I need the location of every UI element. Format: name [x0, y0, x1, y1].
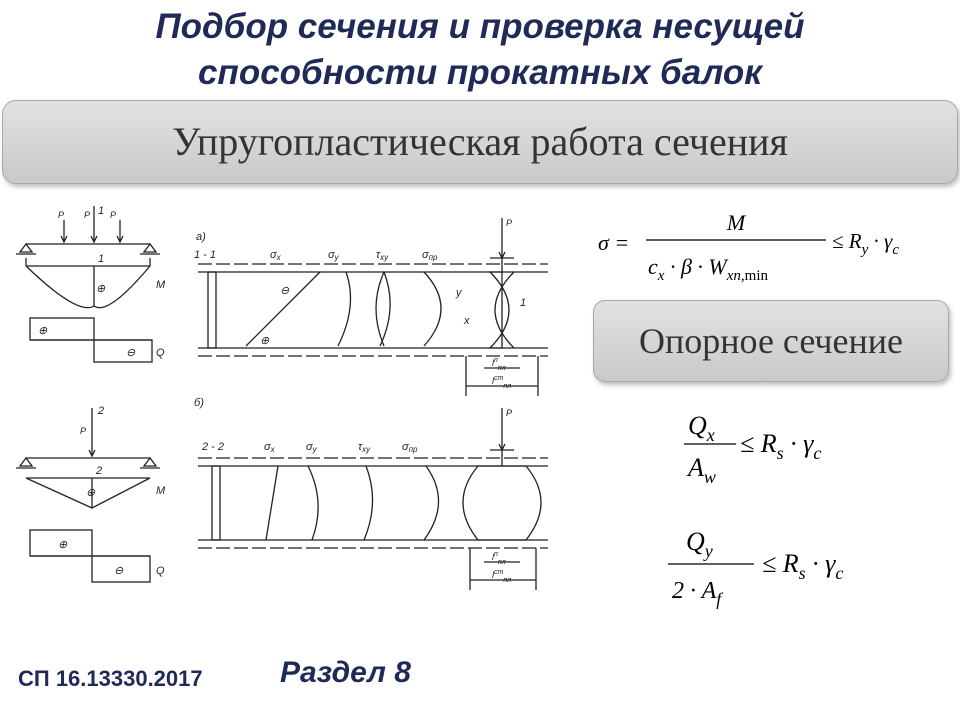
- formula1-den-min: min: [744, 268, 768, 284]
- banner-text: Упругопластическая работа сечения: [172, 119, 788, 164]
- formula2-rel-text: ≤ R: [740, 429, 777, 458]
- sigma-y-upper: σy: [328, 249, 339, 262]
- formula2-tail: · γ: [783, 429, 814, 458]
- title-line-2: способности прокатных балок: [197, 53, 763, 92]
- formula3-tail: · γ: [805, 549, 836, 578]
- formula1-den-mid: · β · W: [664, 254, 727, 279]
- formula3-den-a: 2 · A: [672, 578, 717, 604]
- formula-shear-y: [664, 516, 944, 616]
- tau-xy-lower: τxy: [358, 441, 371, 454]
- formula1-tail-sub: c: [892, 242, 899, 258]
- formula2-den: [686, 453, 716, 487]
- section-mark-1-right: 1: [520, 297, 527, 309]
- lst-upper: $l^{ст}_{пл}$: [492, 375, 512, 390]
- formula3-num-sub: y: [704, 541, 713, 561]
- beam-diagram: [8, 196, 580, 610]
- moment-label-lower: M: [156, 485, 166, 497]
- formula1-num: M: [726, 210, 746, 235]
- section-mark-2-top: 2: [98, 405, 105, 417]
- lpl-upper: $l^п_{пл}$: [492, 357, 506, 372]
- formula3-tail-sub: c: [835, 563, 844, 583]
- formula3-den-sub: f: [716, 589, 722, 609]
- formula2-rel: [740, 429, 821, 463]
- load-p-4: P: [506, 218, 513, 228]
- section-mark-2-bottom: 2: [96, 465, 103, 477]
- formula-shear-x: [680, 398, 930, 490]
- footer-code: СП 16.13330.2017: [18, 666, 203, 691]
- moment-plus-upper: ⊕: [96, 283, 106, 295]
- footer-section: Раздел 8: [280, 656, 411, 689]
- title-line-1: Подбор сечения и проверка несущей: [155, 7, 805, 46]
- formula2-num: [688, 411, 715, 445]
- section-2-2: 2 - 2: [202, 441, 225, 453]
- shear-label-lower: Q: [156, 565, 165, 577]
- formula1-tail: · γ: [868, 229, 893, 253]
- formula2-den-sub: w: [703, 467, 716, 487]
- stress-diagrams-upper: [198, 218, 548, 396]
- formula3-num: [686, 527, 713, 561]
- axis-x-upper: x: [464, 315, 470, 327]
- tau-xy-upper: τxy: [376, 249, 389, 262]
- load-p-1: P: [58, 210, 65, 220]
- formula3-rel-sub: s: [798, 563, 806, 583]
- formula2-rel-sub: s: [776, 443, 784, 463]
- formula1-lhs: σ =: [598, 230, 630, 255]
- formula-bending: [594, 200, 954, 284]
- formula1-den-w-sub: xn,: [726, 268, 745, 284]
- shear-plus-lower: ⊕: [58, 539, 68, 551]
- load-p-3: P: [110, 210, 117, 220]
- load-p-6: P: [506, 408, 513, 418]
- shear-label-upper: Q: [156, 347, 165, 359]
- formula1-den-c-sub: x: [657, 268, 665, 284]
- section-mark-1-top: 1: [98, 205, 105, 217]
- formula1-den-c: c: [648, 254, 658, 279]
- sigma-x-lower: σx: [264, 441, 275, 454]
- sigma-pr-lower: σпр: [402, 441, 418, 454]
- formula1-den: [648, 254, 768, 284]
- sigma-x-upper: σx: [270, 249, 281, 262]
- formula2-tail-sub: c: [813, 443, 822, 463]
- moment-plus-lower: ⊕: [86, 487, 96, 499]
- formula2-num-q: Q: [688, 411, 707, 440]
- label-b: б): [194, 397, 204, 409]
- load-p-2: P: [84, 210, 91, 220]
- formula3-rel-text: ≤ R: [762, 549, 799, 578]
- formula3-num-q: Q: [686, 527, 705, 556]
- formula1-rel-sub: y: [861, 242, 869, 258]
- moment-label-upper: M: [156, 279, 166, 291]
- sigma-y-lower: σy: [306, 441, 317, 454]
- axis-y-upper: y: [456, 287, 462, 299]
- formula2-den-a: A: [688, 453, 704, 482]
- shear-minus-upper: ⊖: [126, 347, 136, 359]
- beam-scheme-upper: [16, 206, 160, 362]
- load-p-5: P: [80, 426, 87, 436]
- section-mark-1-bottom: 1: [98, 253, 105, 265]
- stress-minus-upper: ⊖: [280, 285, 290, 297]
- formula1-rel: [832, 229, 899, 258]
- shear-minus-lower: ⊖: [114, 565, 124, 577]
- formula1-rel-text: ≤ R: [832, 229, 862, 253]
- formula2-num-sub: x: [706, 425, 715, 445]
- stress-plus-upper: ⊕: [260, 335, 270, 347]
- stress-diagrams-lower: [198, 408, 548, 590]
- lst-lower: $l^{ст}_{пл}$: [492, 569, 512, 584]
- section-1-1: 1 - 1: [194, 249, 217, 261]
- label-a: а): [196, 231, 206, 243]
- lpl-lower: $l^п_{пл}$: [492, 551, 506, 566]
- slide-title: [0, 4, 960, 96]
- shear-plus-upper: ⊕: [38, 325, 48, 337]
- sigma-pr-upper: σпр: [422, 249, 438, 262]
- section-banner: [2, 100, 958, 184]
- formula3-den: [672, 578, 724, 609]
- support-section-text: Опорное сечение: [638, 321, 904, 361]
- support-section-box: [593, 300, 949, 382]
- formula3-rel: [762, 549, 843, 583]
